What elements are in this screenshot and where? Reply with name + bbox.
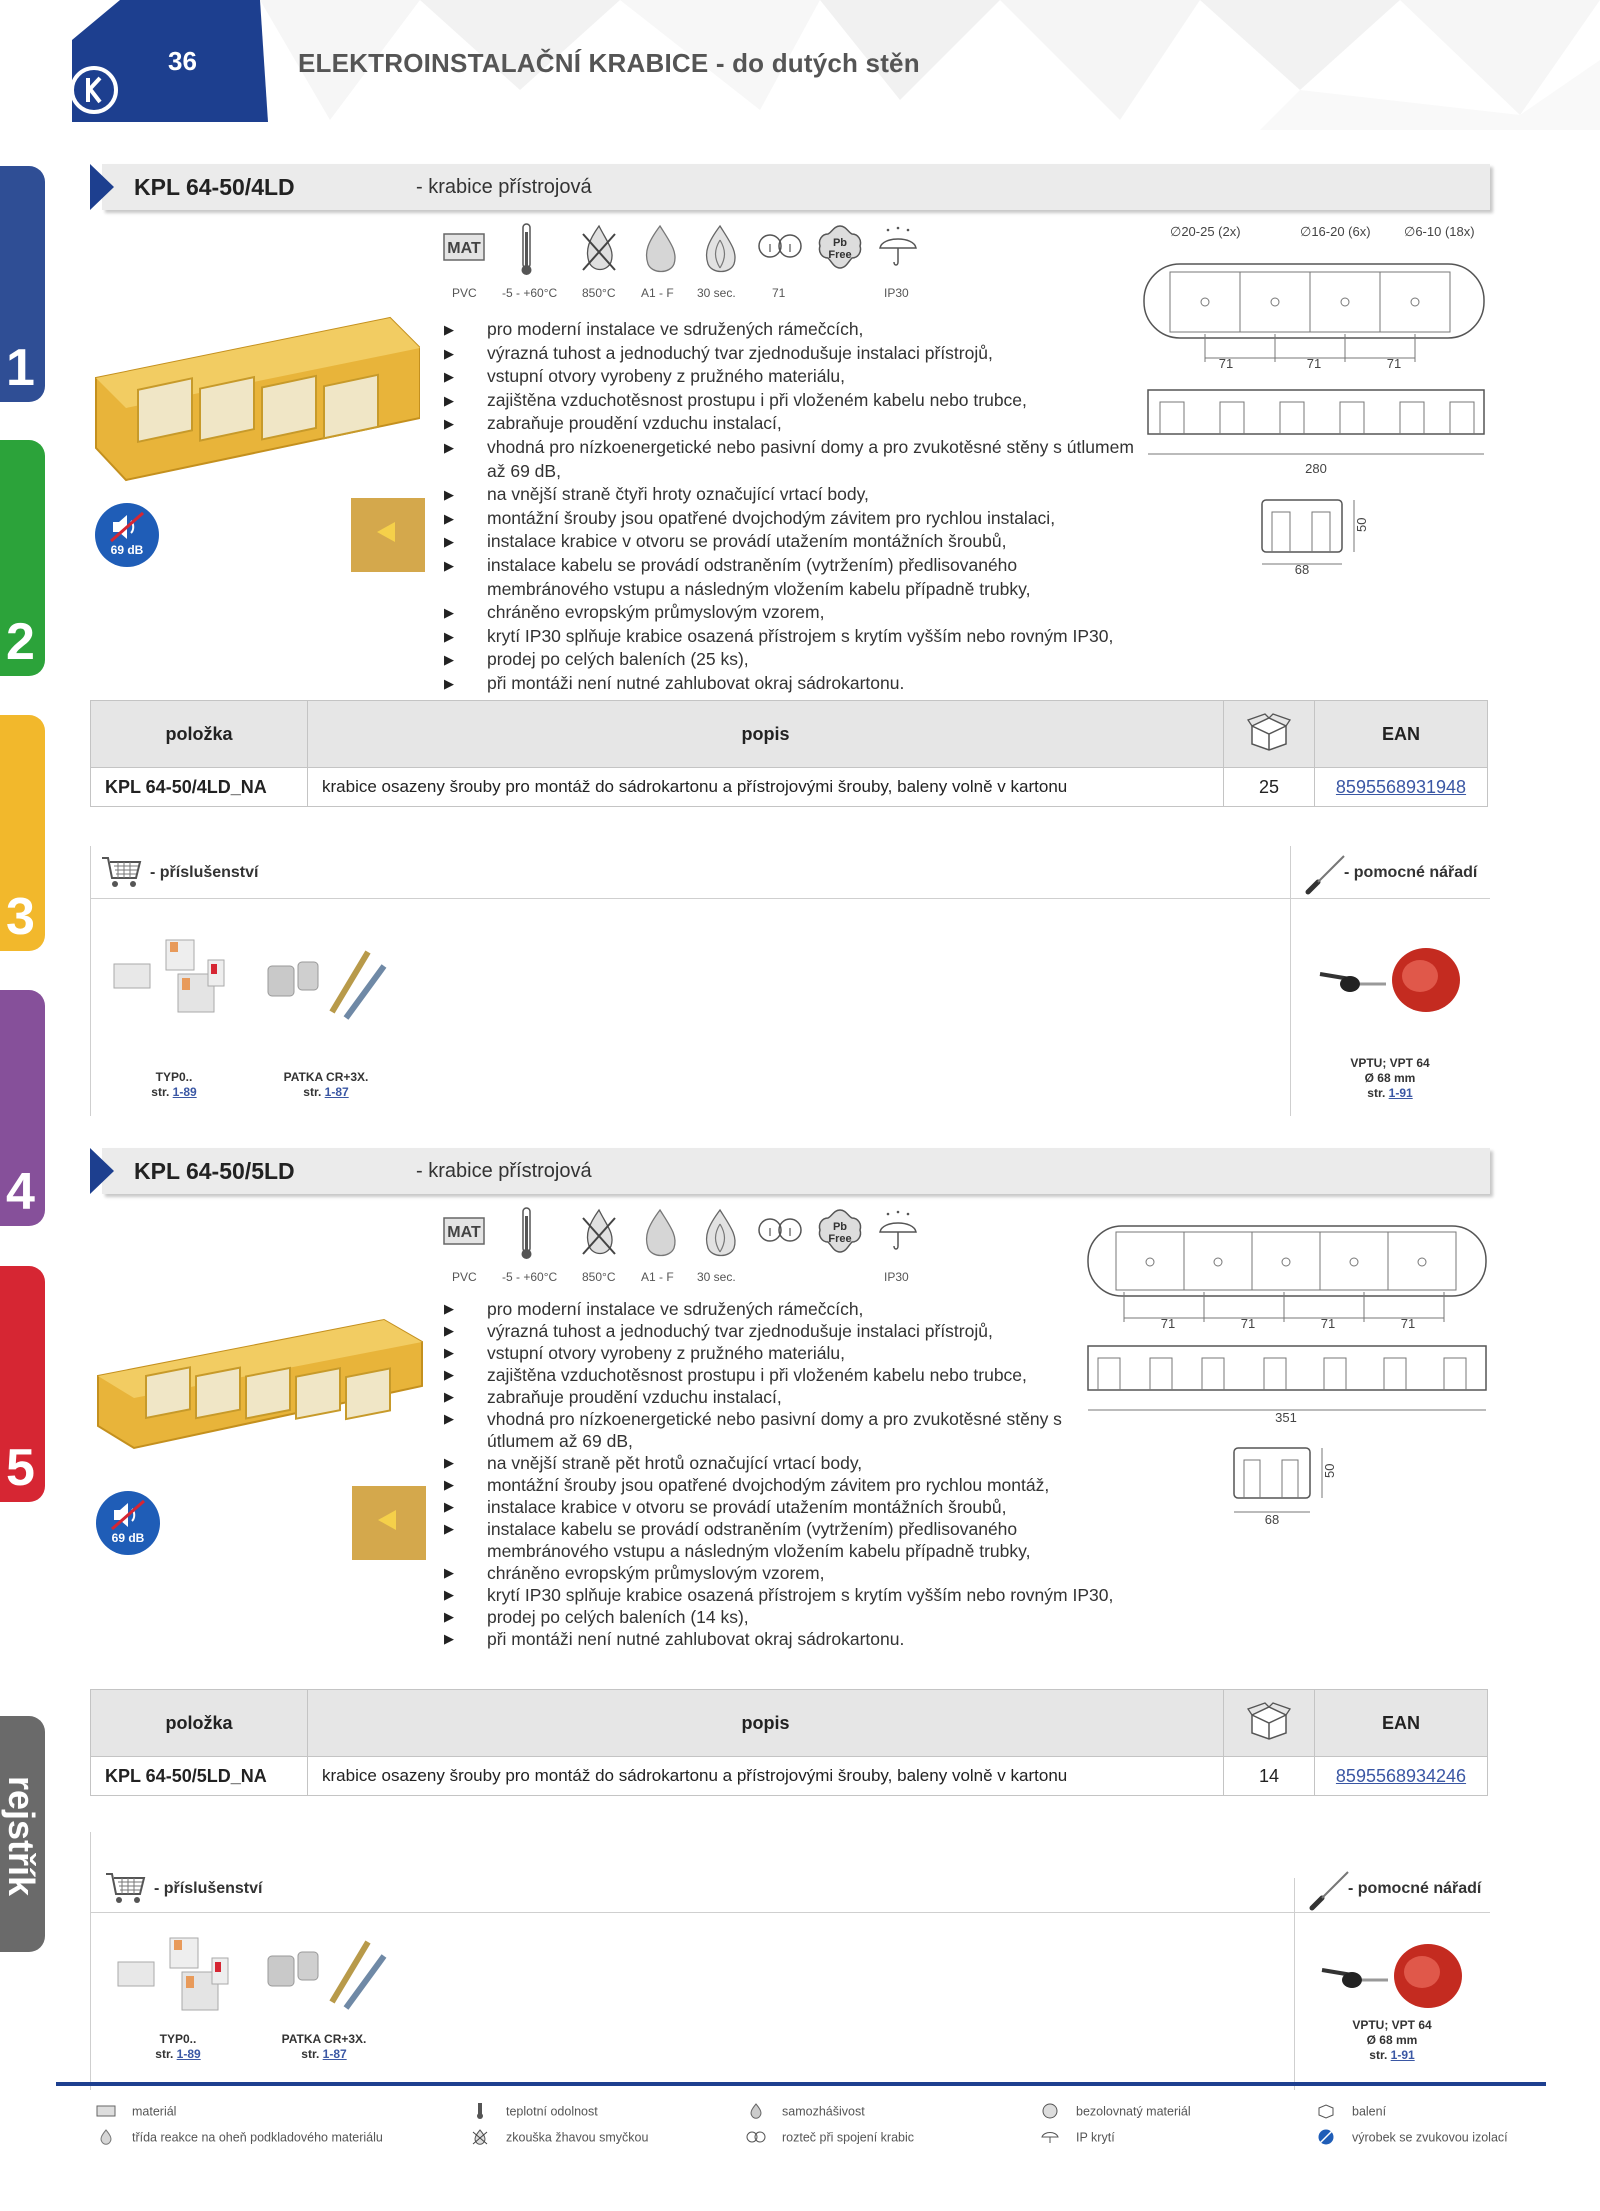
page-number: 36 <box>168 46 197 76</box>
feature-item: ▶ při montáži není nutné zahlubovat okraj sádrokartonu. <box>442 672 1137 696</box>
svg-text:∅20-25 (2x): ∅20-25 (2x) <box>1170 224 1241 239</box>
feature-item: ▶ zajištěna vzduchotěsnost prostupu i při vloženém kabelu nebo trubce, <box>442 389 1137 413</box>
umbrella-icon <box>874 222 922 278</box>
side-tab-5[interactable]: 5 <box>0 1266 45 1502</box>
feature-item: ▶ pro moderní instalace ve sdružených rámečcích, <box>442 318 1137 342</box>
flame-icon <box>636 222 684 278</box>
legend-glow-wire: zkouška žhavou smyčkou <box>470 2130 648 2146</box>
tip-detail-image <box>351 498 425 572</box>
item-ean-cell <box>1315 1757 1488 1796</box>
features-list <box>442 318 1137 696</box>
side-tab-2[interactable]: 2 <box>0 440 45 676</box>
thermometer-icon <box>502 1206 550 1262</box>
item-description: krabice osazeny šrouby pro montáž do sádrokartonu a přístrojovými šrouby, baleny volně v kartonu <box>308 768 1224 807</box>
feature-item: ▶ výrazná tuhost a jednoduchý tvar zjednodušuje instalaci přístrojů, <box>442 1320 1127 1342</box>
hole-saw-image <box>1318 1936 1478 2016</box>
product-image <box>90 308 420 488</box>
feature-item: ▶ instalace kabelu se provádí odstraněním (vytržením) předlisovaného membránového vstupu a následným vložením kabelu případně trubky, <box>442 1518 1097 1562</box>
technical-drawing <box>1140 222 1490 582</box>
feature-item: ▶ instalace krabice v otvoru se provádí utažením montážních šroubů, <box>442 1496 1127 1518</box>
umbrella-icon <box>1040 2129 1060 2145</box>
item-code: KPL 64-50/4LD_NA <box>91 768 308 807</box>
header-arrow-icon <box>90 164 114 210</box>
svg-text:MAT: MAT <box>447 1224 481 1241</box>
feature-item: ▶ chráněno evropským průmyslovým vzorem, <box>442 601 1137 625</box>
product-header <box>90 164 1490 212</box>
svg-text:71: 71 <box>1320 1316 1336 1331</box>
mat-icon <box>440 1206 488 1262</box>
company-logo <box>68 64 120 116</box>
label-ip: IP30 <box>884 286 909 300</box>
item-code: KPL 64-50/5LD_NA <box>91 1757 308 1796</box>
svg-text:MAT: MAT <box>447 240 481 257</box>
label-temperature: -5 - +60°C <box>502 286 558 300</box>
svg-text:Free: Free <box>828 249 852 261</box>
feature-item: ▶ zajištěna vzduchotěsnost prostupu i při vloženém kabelu nebo trubce, <box>442 1364 1127 1386</box>
glow-wire-icon <box>575 1206 623 1262</box>
feature-item: ▶ vstupní otvory vyrobeny z pružného materiálu, <box>442 1342 1127 1364</box>
accessories-title: - příslušenství <box>154 1880 263 1897</box>
header-arrow-icon <box>90 1148 114 1194</box>
side-tab-index[interactable]: rejstřík <box>0 1716 45 1952</box>
feature-item: ▶ prodej po celých baleních (25 ks), <box>442 648 1137 672</box>
legend-material: materiál <box>96 2104 176 2120</box>
mat-icon <box>440 222 488 278</box>
lead-free-icon <box>1040 2103 1060 2119</box>
feature-item: ▶ výrazná tuhost a jednoduchý tvar zjednodušuje instalaci přístrojů, <box>442 342 1137 366</box>
legend-fire-class: třída reakce na oheň podkladového materiálu <box>96 2130 383 2146</box>
feature-item: ▶ na vnější straně pět hrotů označující vrtací body, <box>442 1452 1127 1474</box>
self-extinguishing-icon <box>746 2103 766 2119</box>
feature-item: ▶ vstupní otvory vyrobeny z pružného materiálu, <box>442 365 1137 389</box>
umbrella-icon <box>874 1206 922 1262</box>
label-material: PVC <box>452 286 477 300</box>
package-icon <box>1316 2103 1336 2119</box>
product-image <box>94 1306 424 1456</box>
svg-text:∅6-10 (18x): ∅6-10 (18x) <box>1404 224 1475 239</box>
legend-temperature: teplotní odolnost <box>470 2104 598 2120</box>
accessories-section <box>90 846 1490 1116</box>
page-title: ELEKTROINSTALAČNÍ KRABICE - do dutých stěn <box>298 48 920 78</box>
label-ip: IP30 <box>884 1270 909 1284</box>
table-row <box>91 768 1488 807</box>
svg-text:71: 71 <box>1160 1316 1176 1331</box>
header-item: položka <box>91 701 308 768</box>
screwdriver-icon <box>1304 852 1348 896</box>
label-self-extinguish: 30 sec. <box>697 286 736 300</box>
label-material: PVC <box>452 1270 477 1284</box>
svg-text:71: 71 <box>1240 1316 1256 1331</box>
legend-box-spacing: rozteč při spojení krabic <box>746 2130 914 2146</box>
product-code: KPL 64-50/4LD <box>134 174 295 200</box>
product-subtitle: - krabice přístrojová <box>416 1160 592 1182</box>
side-tab-3[interactable]: 3 <box>0 715 45 951</box>
item-description: krabice osazeny šrouby pro montáž do sádrokartonu a přístrojovými šrouby, baleny volně v kartonu <box>308 1757 1224 1796</box>
mounting-foot-image <box>262 1932 392 2012</box>
svg-text:71: 71 <box>1218 356 1234 371</box>
item-quantity: 25 <box>1224 768 1315 807</box>
feature-item: ▶ vhodná pro nízkoenergetické nebo pasivní domy a pro zvukotěsné stěny s útlumem až 69 dB, <box>442 436 1137 483</box>
box-spacing-icon <box>756 1206 804 1262</box>
header-ean: EAN <box>1315 1690 1488 1757</box>
feature-item: ▶ vhodná pro nízkoenergetické nebo pasivní domy a pro zvukotěsné stěny s útlumem až 69 dB, <box>442 1408 1127 1452</box>
feature-item: ▶ na vnější straně čtyři hroty označující vrtací body, <box>442 483 1137 507</box>
label-glow-wire: 850°C <box>582 286 616 300</box>
self-extinguishing-icon <box>696 1206 744 1262</box>
box-spacing-icon <box>746 2129 766 2145</box>
svg-text:351: 351 <box>1275 1410 1297 1425</box>
svg-text:50: 50 <box>1354 517 1369 532</box>
svg-text:68: 68 <box>1294 562 1310 577</box>
header-description: popis <box>308 1690 1224 1757</box>
sound-insulation-icon <box>1316 2129 1336 2145</box>
cart-icon <box>104 1870 146 1906</box>
ean-link[interactable]: 8595568931948 <box>1335 776 1467 797</box>
legend-sound-insulation: výrobek se zvukovou izolací <box>1316 2130 1508 2146</box>
label-fire-class: A1 - F <box>641 286 674 300</box>
sound-insulation-icon: 69 dB <box>96 1491 160 1555</box>
svg-text:50: 50 <box>1322 1463 1337 1478</box>
product-header <box>90 1148 1490 1196</box>
package-icon <box>1246 712 1292 752</box>
accessories-section <box>90 1832 1490 2090</box>
feature-item: ▶ při montáži není nutné zahlubovat okraj sádrokartonu. <box>442 1628 1127 1650</box>
accessories-title: - příslušenství <box>150 864 259 881</box>
feature-item: ▶ krytí IP30 splňuje krabice osazená přístrojem s krytím vyšším nebo rovným IP30, <box>442 625 1137 649</box>
label-spacing: 71 <box>772 286 786 300</box>
svg-text:68: 68 <box>1264 1512 1280 1527</box>
svg-text:Pb: Pb <box>832 237 848 249</box>
feature-item: ▶ prodej po celých baleních (14 ks), <box>442 1606 1127 1628</box>
screwdriver-icon <box>1308 1868 1352 1912</box>
feature-item: ▶ instalace krabice v otvoru se provádí utažením montážních šroubů, <box>442 530 1137 554</box>
header-description: popis <box>308 701 1224 768</box>
tools-title: - pomocné nářadí <box>1344 864 1478 881</box>
header-item: položka <box>91 1690 308 1757</box>
svg-text:71: 71 <box>1306 356 1322 371</box>
svg-text:Pb: Pb <box>832 1221 848 1233</box>
thermometer-icon <box>502 222 550 278</box>
package-icon <box>1246 1701 1292 1741</box>
label-self-extinguish: 30 sec. <box>697 1270 736 1284</box>
features-list <box>442 1298 1127 1650</box>
accessory-item[interactable]: TYP0.. str. 1-89 <box>155 2032 201 2061</box>
table-row <box>91 1757 1488 1796</box>
footer-divider <box>56 2082 1546 2086</box>
cart-icon <box>100 854 142 890</box>
order-table <box>90 1689 1488 1796</box>
accessory-item[interactable]: PATKA CR+3X. str. 1-87 <box>283 1070 369 1099</box>
feature-item: ▶ montážní šrouby jsou opatřené dvojchodým závitem pro rychlou instalaci, <box>442 507 1137 531</box>
label-fire-class: A1 - F <box>641 1270 674 1284</box>
tool-item[interactable]: VPTU; VPT 64 Ø 68 mm str. 1-91 <box>1352 2018 1432 2062</box>
svg-text:71: 71 <box>1400 1316 1416 1331</box>
svg-text:280: 280 <box>1305 461 1327 476</box>
sound-insulation-icon: 69 dB <box>95 503 159 567</box>
lead-free-icon <box>816 1206 864 1262</box>
ean-link[interactable]: 8595568934246 <box>1335 1765 1467 1786</box>
mounting-foot-image <box>262 942 392 1022</box>
accessory-item[interactable]: PATKA CR+3X. str. 1-87 <box>281 2032 367 2061</box>
side-tab-4[interactable]: 4 <box>0 990 45 1226</box>
flame-icon <box>636 1206 684 1262</box>
svg-text:71: 71 <box>1386 356 1402 371</box>
tip-detail-image <box>352 1486 426 1560</box>
flame-icon <box>96 2129 116 2145</box>
glow-wire-icon <box>575 222 623 278</box>
item-quantity: 14 <box>1224 1757 1315 1796</box>
technical-drawing <box>1084 1222 1490 1542</box>
legend-package: balení <box>1316 2104 1386 2120</box>
svg-text:∅16-20 (6x): ∅16-20 (6x) <box>1300 224 1371 239</box>
feature-item: ▶ zabraňuje proudění vzduchu instalací, <box>442 1386 1127 1408</box>
header-ean: EAN <box>1315 701 1488 768</box>
feature-item: ▶ chráněno evropským průmyslovým vzorem, <box>442 1562 1127 1584</box>
lead-free-icon <box>816 222 864 278</box>
tools-title: - pomocné nářadí <box>1348 1880 1482 1897</box>
mat-icon <box>96 2103 116 2119</box>
connector-image <box>112 1932 232 2022</box>
hole-saw-image <box>1316 940 1476 1020</box>
feature-item: ▶ pro moderní instalace ve sdružených rámečcích, <box>442 1298 1127 1320</box>
feature-item: ▶ krytí IP30 splňuje krabice osazená přístrojem s krytím vyšším nebo rovným IP30, <box>442 1584 1127 1606</box>
thermometer-icon <box>470 2103 490 2119</box>
svg-text:Free: Free <box>828 1233 852 1245</box>
product-subtitle: - krabice přístrojová <box>416 176 592 198</box>
header-package <box>1224 1690 1315 1757</box>
order-table <box>90 700 1488 807</box>
feature-item: ▶ zabraňuje proudění vzduchu instalací, <box>442 412 1137 436</box>
side-tab-1[interactable]: 1 <box>0 166 45 402</box>
glow-wire-icon <box>470 2129 490 2145</box>
legend-lead-free: bezolovnatý materiál <box>1040 2104 1191 2120</box>
feature-item: ▶ instalace kabelu se provádí odstraněním (vytržením) předlisovaného membránového vstupu a následným vložením kabelu případně trubky, <box>442 554 1097 601</box>
item-ean-cell <box>1315 768 1488 807</box>
tool-item[interactable]: VPTU; VPT 64 Ø 68 mm str. 1-91 <box>1350 1056 1430 1100</box>
legend-ip: IP krytí <box>1040 2130 1115 2146</box>
box-spacing-icon <box>756 222 804 278</box>
accessory-item[interactable]: TYP0.. str. 1-89 <box>151 1070 197 1099</box>
label-glow-wire: 850°C <box>582 1270 616 1284</box>
legend-self-extinguishing: samozhášivost <box>746 2104 865 2120</box>
product-code: KPL 64-50/5LD <box>134 1158 295 1184</box>
self-extinguishing-icon <box>696 222 744 278</box>
label-temperature: -5 - +60°C <box>502 1270 558 1284</box>
feature-item: ▶ montážní šrouby jsou opatřené dvojchodým závitem pro rychlou montáž, <box>442 1474 1127 1496</box>
connector-image <box>108 934 228 1024</box>
header-package <box>1224 701 1315 768</box>
